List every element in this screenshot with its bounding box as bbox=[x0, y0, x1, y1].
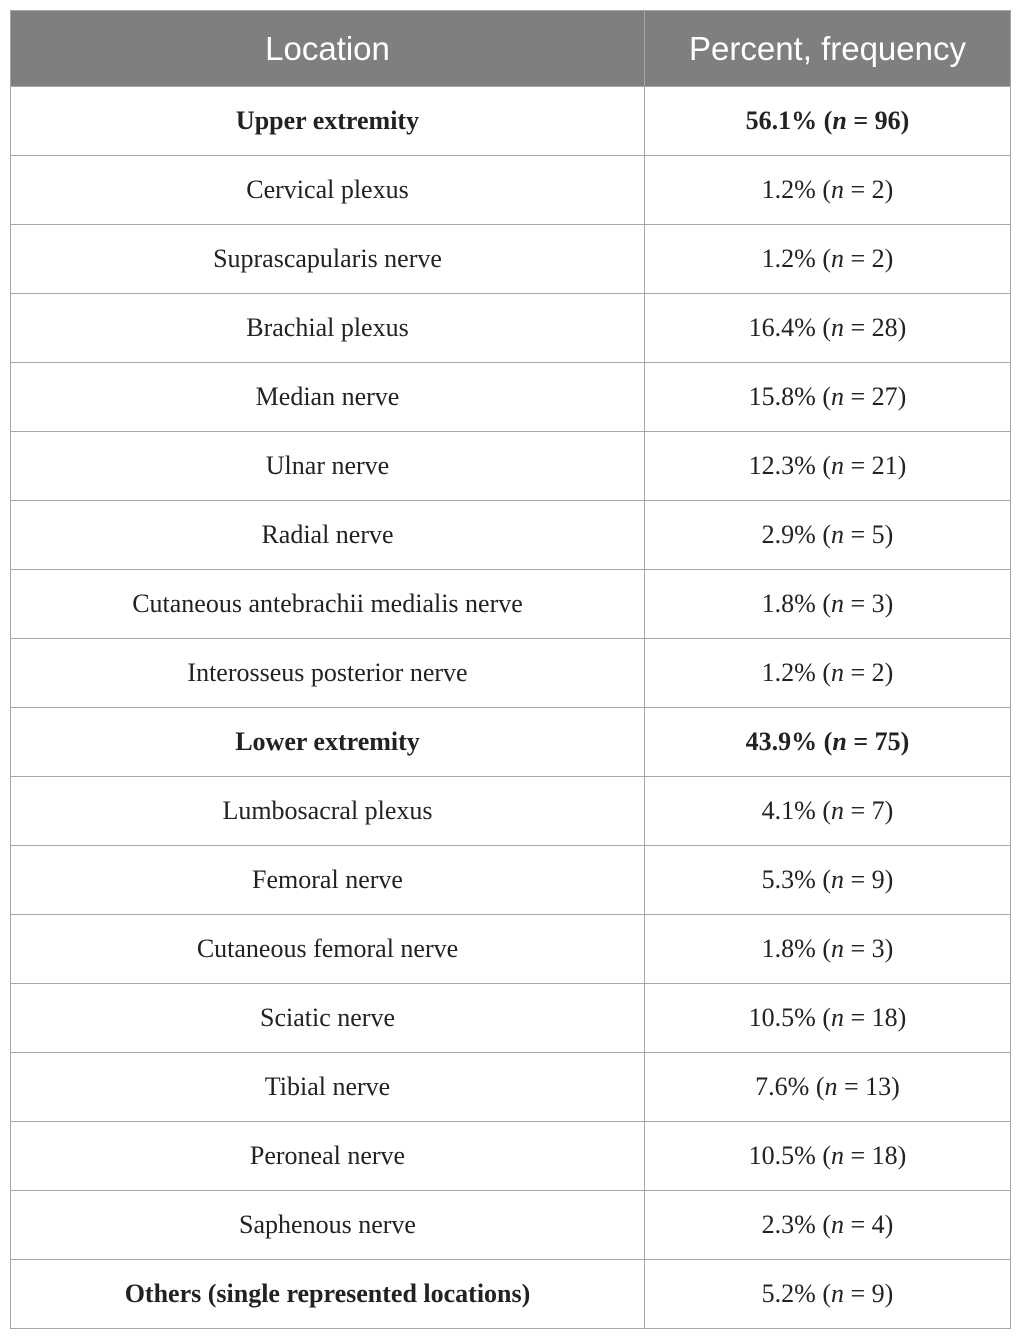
n-symbol: n bbox=[831, 865, 844, 894]
cell-location: Upper extremity bbox=[11, 87, 645, 156]
table-row bbox=[11, 777, 1011, 846]
table-row bbox=[11, 639, 1011, 708]
percent-value: 7.6% bbox=[755, 1072, 810, 1101]
n-symbol: n bbox=[831, 1210, 844, 1239]
cell-location: Cervical plexus bbox=[11, 156, 645, 225]
location-frequency-table bbox=[10, 10, 1011, 1329]
cell-location: Others (single represented locations) bbox=[11, 1260, 645, 1329]
percent-value: 4.1% bbox=[761, 796, 816, 825]
frequency-count: 28 bbox=[871, 313, 898, 342]
n-symbol: n bbox=[831, 175, 844, 204]
n-symbol: n bbox=[831, 1141, 844, 1170]
table-row bbox=[11, 1260, 1011, 1329]
percent-value: 10.5% bbox=[748, 1141, 816, 1170]
cell-percent-frequency: 4.1% (n = 7) bbox=[645, 777, 1011, 846]
table-row bbox=[11, 846, 1011, 915]
location-frequency-table-container bbox=[10, 10, 1010, 1329]
table-header bbox=[11, 11, 1011, 87]
frequency-count: 27 bbox=[871, 382, 898, 411]
n-symbol: n bbox=[831, 313, 844, 342]
n-symbol: n bbox=[831, 382, 844, 411]
percent-value: 1.8% bbox=[761, 589, 816, 618]
frequency-count: 18 bbox=[871, 1141, 898, 1170]
cell-percent-frequency: 1.8% (n = 3) bbox=[645, 570, 1011, 639]
frequency-count: 2 bbox=[871, 658, 885, 687]
frequency-count: 96 bbox=[874, 106, 901, 135]
table-row bbox=[11, 432, 1011, 501]
table-row bbox=[11, 501, 1011, 570]
frequency-count: 2 bbox=[871, 244, 885, 273]
percent-value: 1.8% bbox=[761, 934, 816, 963]
frequency-count: 5 bbox=[871, 520, 885, 549]
cell-percent-frequency: 2.9% (n = 5) bbox=[645, 501, 1011, 570]
cell-location: Brachial plexus bbox=[11, 294, 645, 363]
cell-percent-frequency: 16.4% (n = 28) bbox=[645, 294, 1011, 363]
n-symbol: n bbox=[831, 589, 844, 618]
cell-location: Lower extremity bbox=[11, 708, 645, 777]
frequency-count: 9 bbox=[871, 865, 885, 894]
percent-value: 15.8% bbox=[748, 382, 816, 411]
cell-percent-frequency: 43.9% (n = 75) bbox=[645, 708, 1011, 777]
table-row bbox=[11, 1122, 1011, 1191]
table-row bbox=[11, 1053, 1011, 1122]
cell-location: Peroneal nerve bbox=[11, 1122, 645, 1191]
cell-location: Radial nerve bbox=[11, 501, 645, 570]
cell-location: Sciatic nerve bbox=[11, 984, 645, 1053]
percent-value: 1.2% bbox=[761, 658, 816, 687]
cell-location: Cutaneous antebrachii medialis nerve bbox=[11, 570, 645, 639]
table-row bbox=[11, 156, 1011, 225]
cell-location: Suprascapularis nerve bbox=[11, 225, 645, 294]
header-percent-frequency: Percent, frequency bbox=[645, 11, 1011, 87]
frequency-count: 18 bbox=[871, 1003, 898, 1032]
frequency-count: 21 bbox=[871, 451, 898, 480]
n-symbol: n bbox=[831, 1003, 844, 1032]
frequency-count: 13 bbox=[865, 1072, 892, 1101]
cell-percent-frequency: 1.2% (n = 2) bbox=[645, 639, 1011, 708]
frequency-count: 9 bbox=[871, 1279, 885, 1308]
table-row bbox=[11, 87, 1011, 156]
table-row bbox=[11, 294, 1011, 363]
cell-percent-frequency: 1.2% (n = 2) bbox=[645, 225, 1011, 294]
cell-percent-frequency: 10.5% (n = 18) bbox=[645, 1122, 1011, 1191]
header-row bbox=[11, 11, 1011, 87]
frequency-count: 75 bbox=[874, 727, 901, 756]
percent-value: 5.3% bbox=[761, 865, 816, 894]
cell-location: Median nerve bbox=[11, 363, 645, 432]
cell-percent-frequency: 56.1% (n = 96) bbox=[645, 87, 1011, 156]
cell-percent-frequency: 12.3% (n = 21) bbox=[645, 432, 1011, 501]
n-symbol: n bbox=[831, 934, 844, 963]
cell-percent-frequency: 5.3% (n = 9) bbox=[645, 846, 1011, 915]
frequency-count: 2 bbox=[871, 175, 885, 204]
cell-location: Saphenous nerve bbox=[11, 1191, 645, 1260]
percent-value: 2.3% bbox=[761, 1210, 816, 1239]
cell-percent-frequency: 1.8% (n = 3) bbox=[645, 915, 1011, 984]
table-row bbox=[11, 363, 1011, 432]
cell-location: Ulnar nerve bbox=[11, 432, 645, 501]
cell-location: Cutaneous femoral nerve bbox=[11, 915, 645, 984]
cell-percent-frequency: 7.6% (n = 13) bbox=[645, 1053, 1011, 1122]
frequency-count: 7 bbox=[871, 796, 885, 825]
percent-value: 1.2% bbox=[761, 175, 816, 204]
n-symbol: n bbox=[831, 658, 844, 687]
cell-percent-frequency: 2.3% (n = 4) bbox=[645, 1191, 1011, 1260]
table-row bbox=[11, 1191, 1011, 1260]
percent-value: 1.2% bbox=[761, 244, 816, 273]
percent-value: 16.4% bbox=[748, 313, 816, 342]
percent-value: 10.5% bbox=[748, 1003, 816, 1032]
cell-percent-frequency: 15.8% (n = 27) bbox=[645, 363, 1011, 432]
table-row bbox=[11, 915, 1011, 984]
n-symbol: n bbox=[831, 1279, 844, 1308]
cell-location: Interosseus posterior nerve bbox=[11, 639, 645, 708]
percent-value: 56.1% bbox=[745, 106, 818, 135]
cell-location: Tibial nerve bbox=[11, 1053, 645, 1122]
frequency-count: 3 bbox=[871, 589, 885, 618]
cell-location: Femoral nerve bbox=[11, 846, 645, 915]
percent-value: 12.3% bbox=[748, 451, 816, 480]
n-symbol: n bbox=[831, 520, 844, 549]
n-symbol: n bbox=[831, 451, 844, 480]
table-row bbox=[11, 225, 1011, 294]
table-row bbox=[11, 984, 1011, 1053]
table-row bbox=[11, 708, 1011, 777]
n-symbol: n bbox=[832, 106, 847, 135]
percent-value: 2.9% bbox=[761, 520, 816, 549]
n-symbol: n bbox=[824, 1072, 838, 1101]
cell-percent-frequency: 1.2% (n = 2) bbox=[645, 156, 1011, 225]
n-symbol: n bbox=[831, 796, 844, 825]
percent-value: 43.9% bbox=[745, 727, 818, 756]
n-symbol: n bbox=[832, 727, 847, 756]
cell-location: Lumbosacral plexus bbox=[11, 777, 645, 846]
percent-value: 5.2% bbox=[761, 1279, 816, 1308]
cell-percent-frequency: 5.2% (n = 9) bbox=[645, 1260, 1011, 1329]
frequency-count: 4 bbox=[871, 1210, 885, 1239]
table-body bbox=[11, 87, 1011, 1329]
table-row bbox=[11, 570, 1011, 639]
n-symbol: n bbox=[831, 244, 844, 273]
frequency-count: 3 bbox=[871, 934, 885, 963]
header-location: Location bbox=[11, 11, 645, 87]
cell-percent-frequency: 10.5% (n = 18) bbox=[645, 984, 1011, 1053]
